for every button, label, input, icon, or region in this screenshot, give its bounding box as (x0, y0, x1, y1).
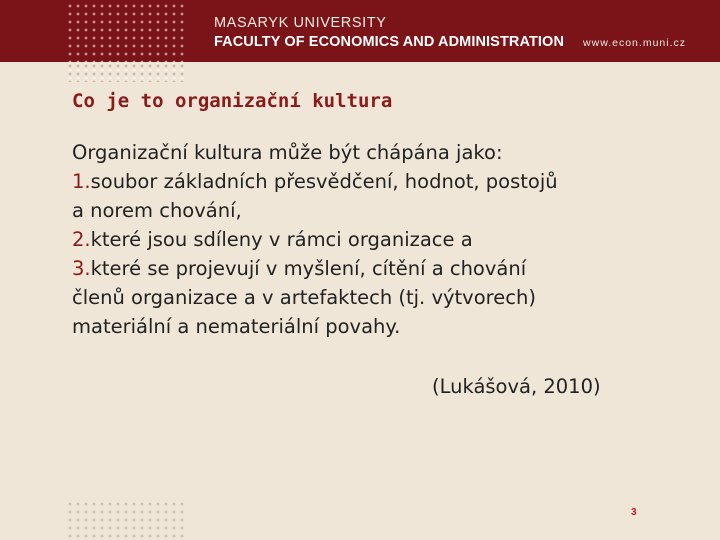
slide-title: Co je to organizační kultura (72, 90, 393, 112)
citation: (Lukášová, 2010) (432, 375, 601, 398)
faculty-name: FACULTY OF ECONOMICS AND ADMINISTRATION (214, 34, 565, 50)
header-url: www.econ.muni.cz (583, 37, 686, 49)
list-item-1-continuation: a norem chování, (72, 199, 242, 222)
list-item-3 (72, 254, 672, 283)
university-name: MASARYK UNIVERSITY (214, 15, 387, 31)
list-item-2 (72, 225, 672, 254)
dot-pattern-decoration-lower (66, 62, 184, 82)
list-item-text: které jsou sdíleny v rámci organizace a (90, 228, 473, 251)
list-item-text: soubor základních přesvědčení, hodnot, postojů (90, 170, 558, 193)
intro-line: Organizační kultura může být chápána jako: (72, 141, 503, 164)
list-item-3-continuation: členů organizace a v artefaktech (tj. výtvorech) (72, 286, 536, 309)
list-number: 2. (72, 228, 91, 251)
list-item-3-continuation: materiální a nemateriální povahy. (72, 315, 401, 338)
list-item-text: které se projevují v myšlení, cítění a chování (90, 257, 527, 280)
list-item-1 (72, 167, 672, 196)
list-number: 1. (72, 170, 91, 193)
slide-body (72, 138, 672, 341)
dot-pattern-decoration-footer (66, 500, 184, 540)
header-bar (0, 0, 720, 62)
list-number: 3. (72, 257, 91, 280)
page-number: 3 (631, 507, 637, 518)
